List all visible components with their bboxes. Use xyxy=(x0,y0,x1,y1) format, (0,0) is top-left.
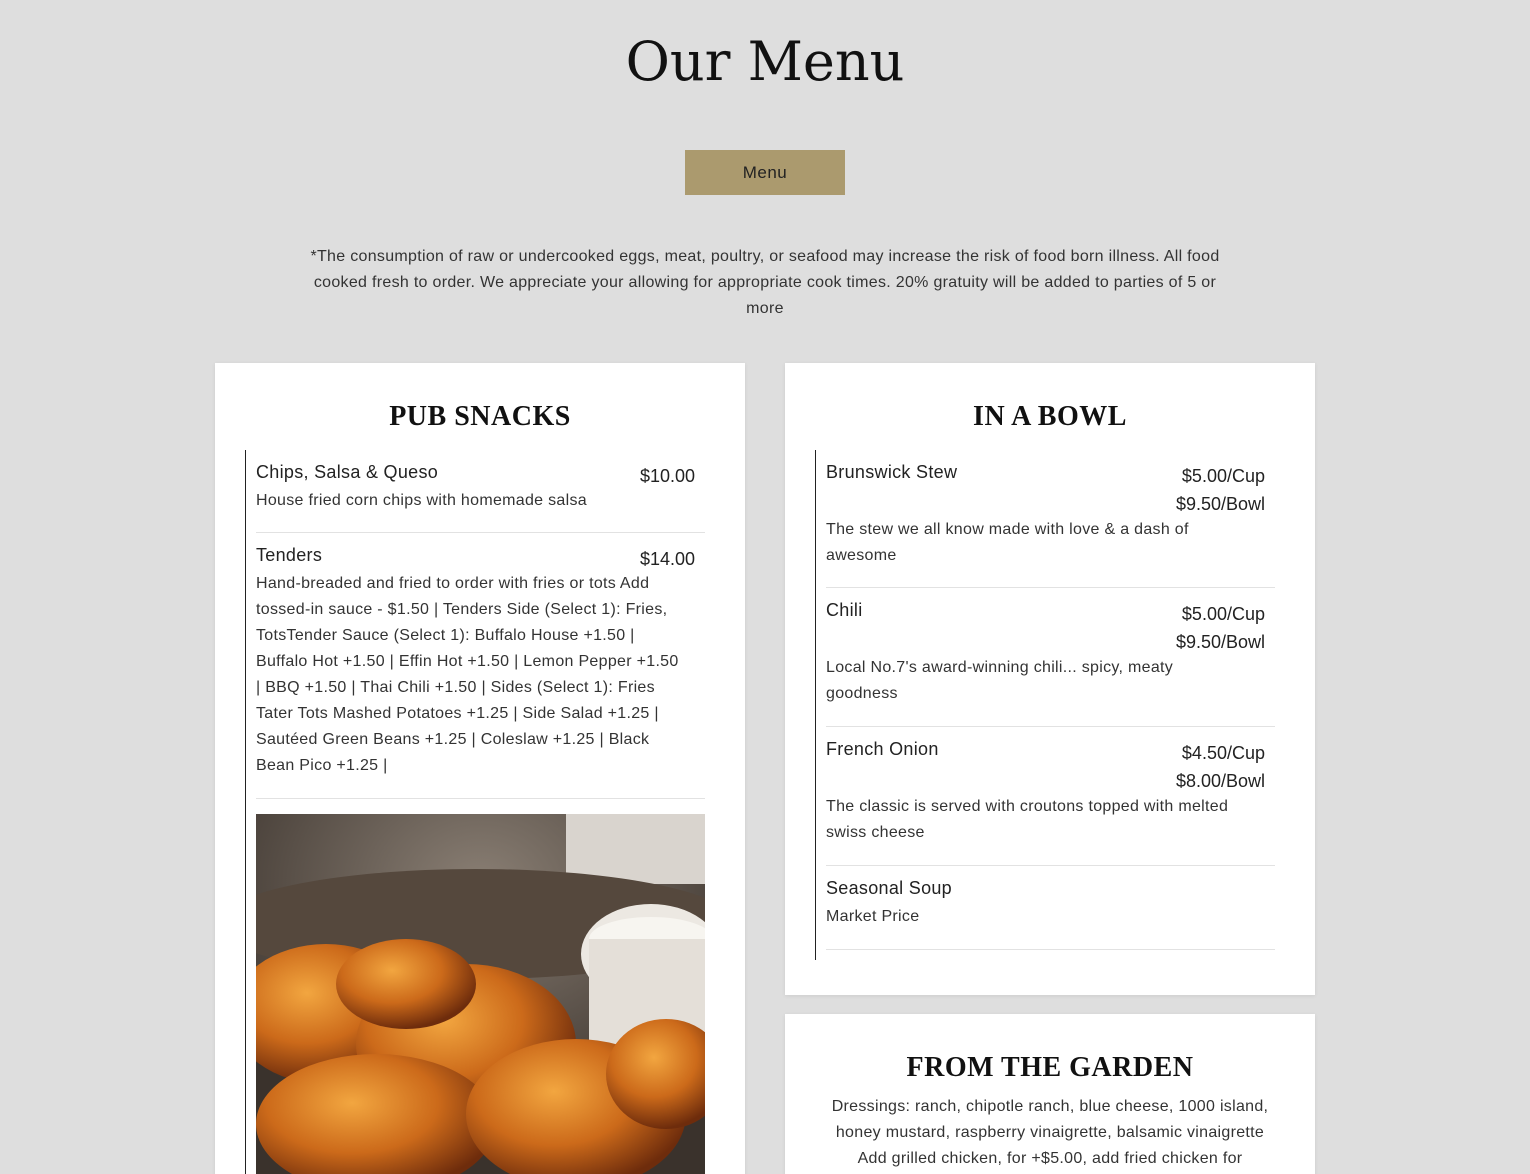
in-a-bowl-title: IN A BOWL xyxy=(973,401,1127,432)
item-price xyxy=(1176,462,1265,518)
price-cup: $5.00/Cup xyxy=(1181,466,1265,486)
menu-item xyxy=(826,588,1275,727)
disclaimer-text: *The consumption of raw or undercooked eggs, meat, poultry, or seafood may increase the risk of food born illness. All food cooked fresh to order. We appreciate your allowing for appropriate cook times. 20% gratuity will be added to parties of 5 or more xyxy=(310,248,1220,317)
item-price: $14.00 xyxy=(639,549,695,569)
menu-item xyxy=(256,450,705,533)
from-the-garden-card xyxy=(785,1014,1315,1174)
item-description: The classic is served with croutons topped with melted swiss cheese xyxy=(826,798,1229,841)
item-name: Seasonal Soup xyxy=(826,878,952,898)
item-description: Local No.7's award-winning chili... spicy, meaty goodness xyxy=(826,659,1174,702)
price-bowl: $9.50/Bowl xyxy=(1175,494,1265,514)
price-bowl: $8.00/Bowl xyxy=(1175,771,1265,791)
item-name: French Onion xyxy=(826,739,939,759)
item-price xyxy=(1176,739,1265,795)
menu-item xyxy=(826,450,1275,588)
food-image-art xyxy=(256,814,705,1174)
item-name: Brunswick Stew xyxy=(826,462,958,482)
menu-button[interactable]: Menu xyxy=(685,150,845,195)
item-price: $10.00 xyxy=(639,466,695,486)
item-price xyxy=(1176,600,1265,656)
pub-snacks-title: PUB SNACKS xyxy=(389,401,571,432)
price-bowl: $9.50/Bowl xyxy=(1175,632,1265,652)
garden-add-protein-line: Add grilled chicken, for +$5.00, add fried chicken for xyxy=(857,1150,1243,1167)
price-cup: $4.50/Cup xyxy=(1181,743,1265,763)
item-description: The stew we all know made with love & a dash of awesome xyxy=(826,521,1189,564)
menu-item xyxy=(826,727,1275,866)
item-name: Chips, Salsa & Queso xyxy=(256,462,439,482)
menu-item xyxy=(256,533,705,799)
garden-dressings-line: Dressings: ranch, chipotle ranch, blue cheese, 1000 island, xyxy=(831,1098,1269,1115)
page-title: Our Menu xyxy=(625,30,905,93)
in-a-bowl-list xyxy=(815,450,1275,960)
garden-dressings-line: honey mustard, raspberry vinaigrette, balsamic vinaigrette xyxy=(835,1124,1265,1141)
fried-chicken-photo xyxy=(256,814,705,1174)
item-description: Hand-breaded and fried to order with fries or tots Add tossed-in sauce - $1.50 | Tenders Side (Select 1): Fries, TotsTender Sauce (Select 1): Buffalo House +1.50 | Buffalo Hot +1.50 | Effin Hot +1.50 | Lemon Pepper +1.50 | BBQ +1.50 | Thai Chili +1.50 | Sides (Select 1): Fries Tater Tots Mashed Potatoes +1.25 | Side Salad +1.25 | Sautéed Green Beans +1.25 | Coleslaw +1.25 | Black Bean Pico +1.25 | xyxy=(256,575,679,774)
item-description: Market Price xyxy=(826,908,920,925)
item-name: Tenders xyxy=(256,545,323,565)
menu-item xyxy=(826,866,1275,950)
price-cup: $5.00/Cup xyxy=(1181,604,1265,624)
item-name: Chili xyxy=(826,600,863,620)
item-description: House fried corn chips with homemade salsa xyxy=(256,492,587,509)
from-the-garden-title: FROM THE GARDEN xyxy=(906,1052,1194,1083)
